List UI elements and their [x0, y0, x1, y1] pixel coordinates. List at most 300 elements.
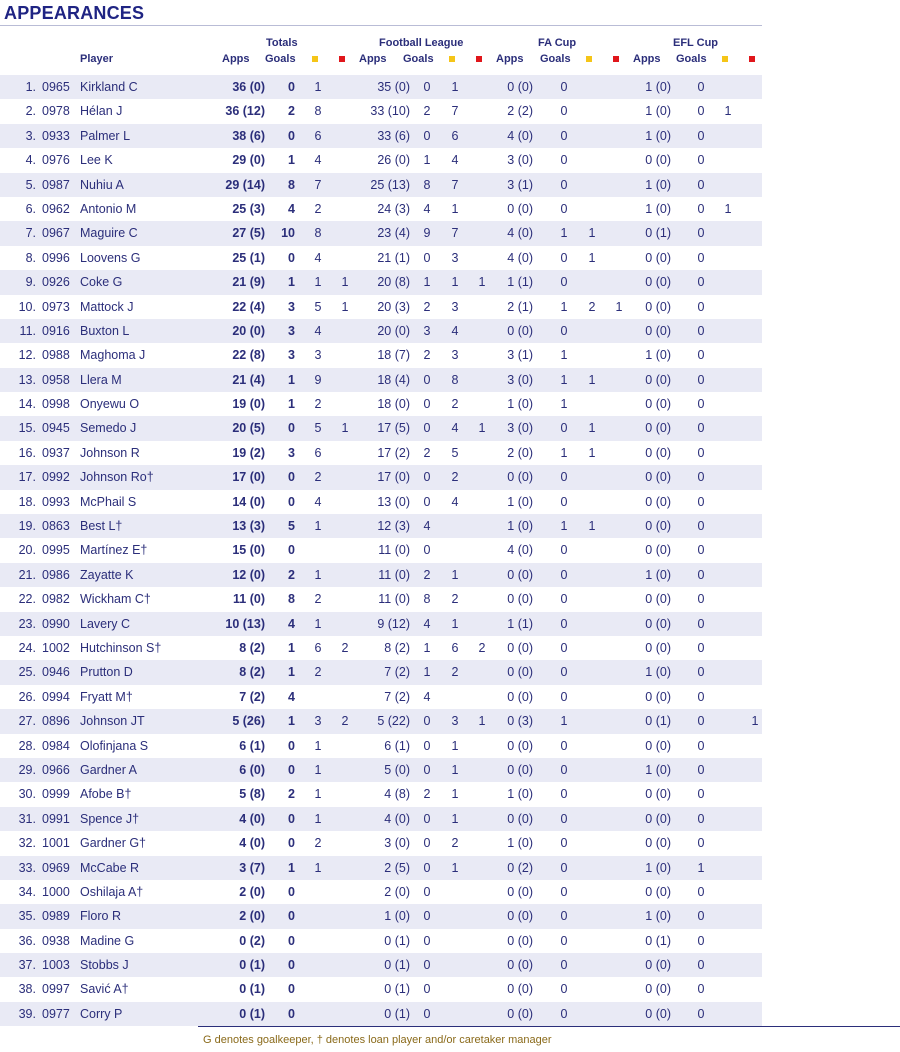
league-apps: 18 (4): [377, 372, 410, 387]
fa-apps: 0 (3): [507, 714, 533, 729]
efl-goals: 0: [697, 958, 705, 973]
totals-apps: 19 (0): [232, 397, 265, 412]
league-apps: 12 (3): [377, 519, 410, 534]
efl-apps: 0 (0): [645, 640, 671, 655]
player-id: 0989: [42, 909, 70, 924]
totals-goals: 0: [288, 982, 295, 997]
efl-goals: 0: [697, 738, 705, 753]
league-goals: 4: [423, 689, 431, 704]
row-number: 4.: [25, 153, 36, 168]
efl-apps: 0 (0): [645, 445, 671, 460]
totals-yellow: 2: [314, 470, 322, 485]
league-goals: 0: [423, 836, 431, 851]
fa-apps: 0 (0): [507, 982, 533, 997]
league-goals: 8: [423, 177, 431, 192]
efl-apps: 1 (0): [645, 567, 671, 582]
efl-apps: 1 (0): [645, 860, 671, 875]
fa-goals: 1: [560, 519, 568, 534]
fa-goals: 0: [560, 884, 568, 899]
header-totals: Totals: [266, 37, 298, 49]
efl-goals: 0: [697, 80, 705, 94]
fa-apps: 0 (0): [507, 80, 533, 94]
totals-yellow: 7: [314, 177, 322, 192]
row-number: 11.: [19, 323, 36, 338]
totals-yellow: 3: [314, 348, 322, 363]
table-row: [0, 758, 762, 782]
totals-goals: 3: [288, 323, 295, 338]
header-football-league: Football League: [379, 37, 464, 49]
table-row: [0, 636, 762, 660]
totals-goals: 3: [288, 299, 295, 314]
league-apps: 8 (2): [384, 640, 410, 655]
totals-red: 1: [341, 275, 349, 290]
player-id: 0962: [42, 201, 70, 216]
totals-goals: 4: [288, 201, 295, 216]
league-apps: 7 (2): [384, 689, 410, 704]
totals-yellow: 6: [314, 445, 322, 460]
totals-yellow: 5: [314, 299, 322, 314]
row-number: 28.: [18, 738, 36, 753]
efl-goals: 0: [697, 519, 705, 534]
header-efl-apps: Apps: [633, 53, 661, 65]
league-goals: 4: [423, 201, 431, 216]
totals-apps: 4 (0): [239, 811, 265, 826]
league-yellow: 5: [451, 445, 459, 460]
player-id: 0958: [42, 372, 70, 387]
efl-apps: 0 (0): [645, 811, 671, 826]
totals-goals: 1: [288, 665, 295, 680]
league-yellow: 2: [451, 665, 459, 680]
league-goals: 2: [423, 104, 431, 119]
footer-divider: [198, 1026, 900, 1027]
fa-apps: 0 (0): [507, 884, 533, 899]
footnote: G denotes goalkeeper, † denotes loan player and/or caretaker manager: [203, 1034, 552, 1046]
league-apps: 0 (1): [384, 958, 410, 973]
totals-goals: 0: [288, 1006, 295, 1021]
row-number: 35.: [18, 909, 36, 924]
efl-goals: 0: [697, 836, 705, 851]
player-id: 0896: [42, 714, 70, 729]
totals-apps: 0 (1): [239, 982, 265, 997]
header-totals-apps: Apps: [222, 53, 250, 65]
league-goals: 0: [423, 714, 431, 729]
fa-apps: 0 (0): [507, 909, 533, 924]
player-id: 1000: [42, 884, 70, 899]
totals-goals: 8: [288, 177, 295, 192]
fa-apps: 1 (0): [507, 494, 533, 509]
player-id: 0982: [42, 592, 70, 607]
league-goals: 0: [423, 372, 431, 387]
totals-goals: 1: [288, 860, 295, 875]
player-id: 0938: [42, 933, 70, 948]
row-number: 5.: [25, 177, 36, 192]
totals-apps: 25 (1): [232, 250, 265, 265]
league-apps: 5 (0): [384, 762, 410, 777]
player-id: 0969: [42, 860, 70, 875]
efl-apps: 1 (0): [645, 909, 671, 924]
player-name: Lee K: [80, 153, 113, 168]
fa-apps: 0 (0): [507, 470, 533, 485]
totals-apps: 22 (4): [232, 299, 265, 314]
fa-goals: 0: [560, 958, 568, 973]
efl-apps: 1 (0): [645, 665, 671, 680]
player-id: 0945: [42, 421, 70, 436]
row-number: 8.: [25, 250, 36, 265]
table-row: [0, 563, 762, 587]
efl-apps: 0 (0): [645, 153, 671, 168]
player-name: Floro R: [80, 909, 121, 924]
table-row: [0, 124, 762, 148]
efl-apps: 0 (0): [645, 299, 671, 314]
totals-red: 2: [341, 714, 349, 729]
league-goals: 4: [423, 519, 431, 534]
row-number: 22.: [18, 592, 36, 607]
totals-goals: 1: [288, 372, 295, 387]
league-goals: 0: [423, 811, 431, 826]
fa-yellow: 1: [588, 421, 596, 436]
totals-goals: 8: [288, 592, 295, 607]
fa-apps: 1 (1): [507, 616, 533, 631]
row-number: 32.: [18, 836, 36, 851]
player-id: 0990: [42, 616, 70, 631]
league-yellow: 7: [451, 177, 459, 192]
totals-yellow: 8: [314, 226, 322, 241]
league-red: 1: [478, 421, 486, 436]
league-apps: 17 (5): [377, 421, 410, 436]
fa-goals: 0: [560, 80, 568, 94]
totals-apps: 5 (8): [239, 787, 265, 802]
totals-apps: 2 (0): [239, 909, 265, 924]
yellow-card-icon: [586, 56, 592, 62]
player-id: 0933: [42, 128, 70, 143]
league-yellow: 6: [451, 128, 459, 143]
fa-apps: 3 (0): [507, 421, 533, 436]
player-id: 0946: [42, 665, 70, 680]
fa-goals: 0: [560, 543, 568, 558]
totals-yellow: 8: [314, 104, 322, 119]
totals-yellow: 1: [314, 860, 322, 875]
league-goals: 0: [423, 762, 431, 777]
row-number: 30.: [18, 787, 36, 802]
player-id: 0998: [42, 397, 70, 412]
table-row: [0, 75, 762, 99]
header-efl-cup: EFL Cup: [673, 37, 719, 49]
player-name: Hélan J: [80, 104, 123, 119]
player-id: 0986: [42, 567, 70, 582]
fa-yellow: 2: [588, 299, 596, 314]
efl-goals: 0: [697, 543, 705, 558]
row-number: 7.: [25, 226, 36, 241]
player-name: Gardner A: [80, 762, 137, 777]
league-yellow: 7: [451, 226, 459, 241]
totals-apps: 36 (12): [225, 104, 265, 119]
league-yellow: 3: [451, 299, 459, 314]
player-name: Johnson Ro†: [80, 470, 154, 485]
row-number: 26.: [18, 689, 36, 704]
fa-goals: 1: [560, 372, 568, 387]
fa-yellow: 1: [588, 226, 596, 241]
player-id: 0996: [42, 250, 70, 265]
efl-goals: 0: [697, 762, 705, 777]
efl-goals: 0: [697, 665, 705, 680]
player-name: Fryatt M†: [80, 689, 133, 704]
totals-yellow: 6: [314, 640, 322, 655]
efl-apps: 1 (0): [645, 177, 671, 192]
league-yellow: 1: [451, 811, 459, 826]
league-yellow: 7: [451, 104, 459, 119]
league-apps: 9 (12): [377, 616, 410, 631]
red-card-icon: [749, 56, 755, 62]
fa-goals: 0: [560, 787, 568, 802]
totals-apps: 5 (26): [232, 714, 265, 729]
table-row: [0, 880, 762, 904]
league-apps: 2 (5): [384, 860, 410, 875]
league-apps: 24 (3): [377, 201, 410, 216]
fa-yellow: 1: [588, 372, 596, 387]
league-yellow: 1: [451, 567, 459, 582]
efl-apps: 0 (0): [645, 836, 671, 851]
totals-goals: 2: [288, 567, 295, 582]
fa-goals: 0: [560, 250, 568, 265]
player-id: 0937: [42, 445, 70, 460]
fa-goals: 0: [560, 153, 568, 168]
row-number: 3.: [25, 128, 36, 143]
efl-apps: 0 (0): [645, 592, 671, 607]
player-name: Nuhiu A: [80, 177, 124, 192]
league-yellow: 4: [451, 421, 459, 436]
table-row: [0, 538, 762, 562]
totals-goals: 1: [288, 714, 295, 729]
player-id: 0978: [42, 104, 70, 119]
table-row: [0, 197, 762, 221]
player-name: McPhail S: [80, 494, 137, 509]
totals-red: 1: [341, 299, 349, 314]
efl-apps: 0 (0): [645, 689, 671, 704]
player-id: 0987: [42, 177, 70, 192]
league-yellow: 1: [451, 616, 459, 631]
league-goals: 8: [423, 592, 431, 607]
totals-goals: 0: [288, 811, 295, 826]
league-apps: 33 (10): [370, 104, 410, 119]
totals-yellow: 4: [314, 153, 322, 168]
row-number: 34.: [18, 884, 36, 899]
appearances-table: [0, 75, 762, 1026]
fa-goals: 0: [560, 104, 568, 119]
fa-apps: 3 (0): [507, 153, 533, 168]
row-number: 37.: [18, 958, 36, 973]
player-name: Maghoma J: [80, 348, 146, 363]
league-apps: 7 (2): [384, 665, 410, 680]
fa-goals: 0: [560, 592, 568, 607]
totals-yellow: 2: [314, 397, 322, 412]
totals-apps: 11 (0): [233, 592, 265, 607]
efl-goals: 0: [697, 275, 705, 290]
player-name: Hutchinson S†: [80, 640, 162, 655]
header-league-goals: Goals: [403, 53, 434, 65]
fa-apps: 3 (0): [507, 372, 533, 387]
red-card-icon: [613, 56, 619, 62]
efl-goals: 0: [697, 153, 705, 168]
table-row: [0, 295, 762, 319]
league-goals: 0: [423, 909, 431, 924]
totals-goals: 1: [288, 397, 295, 412]
totals-yellow: 1: [314, 567, 322, 582]
row-number: 16.: [18, 445, 36, 460]
totals-yellow: 4: [314, 250, 322, 265]
header-player: Player: [80, 53, 114, 65]
fa-apps: 0 (0): [507, 933, 533, 948]
league-yellow: 6: [451, 640, 459, 655]
fa-goals: 0: [560, 323, 568, 338]
league-yellow: 4: [451, 494, 459, 509]
league-apps: 33 (6): [377, 128, 410, 143]
totals-yellow: 5: [314, 421, 322, 436]
efl-apps: 0 (0): [645, 982, 671, 997]
totals-apps: 13 (3): [232, 519, 265, 534]
efl-goals: 0: [697, 689, 705, 704]
league-yellow: 2: [451, 470, 459, 485]
table-row: [0, 319, 762, 343]
efl-goals: 0: [697, 201, 705, 216]
league-yellow: 3: [451, 250, 459, 265]
row-number: 1.: [25, 80, 36, 94]
efl-apps: 0 (0): [645, 1006, 671, 1021]
player-id: 0976: [42, 153, 70, 168]
efl-apps: 1 (0): [645, 128, 671, 143]
table-row: [0, 270, 762, 294]
fa-red: 1: [615, 299, 623, 314]
fa-apps: 4 (0): [507, 128, 533, 143]
league-goals: 0: [423, 860, 431, 875]
totals-yellow: 3: [314, 714, 322, 729]
table-row: [0, 977, 762, 1001]
totals-goals: 0: [288, 884, 295, 899]
efl-goals: 0: [697, 128, 705, 143]
player-id: 0984: [42, 738, 70, 753]
totals-apps: 2 (0): [239, 884, 265, 899]
league-yellow: 8: [451, 372, 459, 387]
totals-apps: 29 (14): [225, 177, 265, 192]
red-card-icon: [339, 56, 345, 62]
player-name: Best L†: [80, 519, 123, 534]
title-divider: [0, 25, 762, 26]
totals-goals: 1: [288, 153, 295, 168]
fa-apps: 0 (0): [507, 1006, 533, 1021]
league-apps: 1 (0): [384, 909, 410, 924]
table-row: [0, 734, 762, 758]
totals-goals: 0: [288, 421, 295, 436]
player-id: 0999: [42, 787, 70, 802]
efl-goals: 0: [697, 616, 705, 631]
fa-apps: 4 (0): [507, 226, 533, 241]
player-name: Corry P: [80, 1006, 123, 1021]
efl-goals: 0: [697, 787, 705, 802]
totals-yellow: 9: [314, 372, 322, 387]
table-row: [0, 514, 762, 538]
efl-apps: 0 (0): [645, 519, 671, 534]
efl-goals: 0: [697, 226, 705, 241]
efl-goals: 1: [697, 860, 705, 875]
league-goals: 4: [423, 616, 431, 631]
league-red: 1: [478, 714, 486, 729]
league-apps: 0 (1): [384, 933, 410, 948]
efl-goals: 0: [697, 1006, 705, 1021]
fa-goals: 0: [560, 494, 568, 509]
league-yellow: 1: [451, 80, 459, 94]
header-efl-goals: Goals: [676, 53, 707, 65]
table-row: [0, 441, 762, 465]
player-name: Oshilaja A†: [80, 884, 144, 899]
totals-apps: 8 (2): [239, 665, 265, 680]
fa-goals: 0: [560, 738, 568, 753]
totals-apps: 22 (8): [232, 348, 265, 363]
player-name: Afobe B†: [80, 787, 132, 802]
totals-apps: 0 (1): [239, 958, 265, 973]
league-goals: 2: [423, 787, 431, 802]
league-apps: 20 (0): [377, 323, 410, 338]
totals-goals: 1: [288, 640, 295, 655]
totals-yellow: 2: [314, 592, 322, 607]
table-row: [0, 490, 762, 514]
player-name: Olofinjana S: [80, 738, 149, 753]
player-id: 0916: [42, 323, 70, 338]
fa-goals: 0: [560, 689, 568, 704]
row-number: 29.: [18, 762, 36, 777]
efl-apps: 0 (0): [645, 470, 671, 485]
row-number: 10.: [18, 299, 36, 314]
league-goals: 1: [423, 640, 431, 655]
totals-goals: 0: [288, 738, 295, 753]
efl-goals: 0: [697, 372, 705, 387]
fa-goals: 0: [560, 982, 568, 997]
totals-goals: 0: [288, 909, 295, 924]
yellow-card-icon: [722, 56, 728, 62]
league-apps: 18 (7): [377, 348, 410, 363]
efl-goals: 0: [697, 494, 705, 509]
efl-apps: 1 (0): [645, 80, 671, 94]
league-goals: 0: [423, 494, 431, 509]
totals-apps: 6 (1): [239, 738, 265, 753]
efl-goals: 0: [697, 299, 705, 314]
totals-goals: 3: [288, 445, 295, 460]
player-name: Buxton L: [80, 323, 130, 338]
totals-yellow: 4: [314, 494, 322, 509]
player-id: 0995: [42, 543, 70, 558]
row-number: 38.: [18, 982, 36, 997]
fa-yellow: 1: [588, 519, 596, 534]
table-row: [0, 99, 762, 123]
efl-apps: 0 (0): [645, 275, 671, 290]
league-yellow: 4: [451, 323, 459, 338]
totals-yellow: 1: [314, 738, 322, 753]
table-row: [0, 392, 762, 416]
efl-apps: 0 (0): [645, 543, 671, 558]
efl-apps: 0 (1): [645, 714, 671, 729]
league-apps: 23 (4): [377, 226, 410, 241]
table-row: [0, 782, 762, 806]
fa-apps: 0 (0): [507, 762, 533, 777]
fa-apps: 0 (0): [507, 958, 533, 973]
efl-goals: 0: [697, 397, 705, 412]
totals-apps: 6 (0): [239, 762, 265, 777]
efl-apps: 0 (0): [645, 958, 671, 973]
league-apps: 11 (0): [378, 592, 410, 607]
fa-apps: 0 (0): [507, 689, 533, 704]
fa-goals: 0: [560, 860, 568, 875]
player-name: Zayatte K: [80, 567, 134, 582]
player-name: Johnson R: [80, 445, 140, 460]
efl-apps: 1 (0): [645, 348, 671, 363]
